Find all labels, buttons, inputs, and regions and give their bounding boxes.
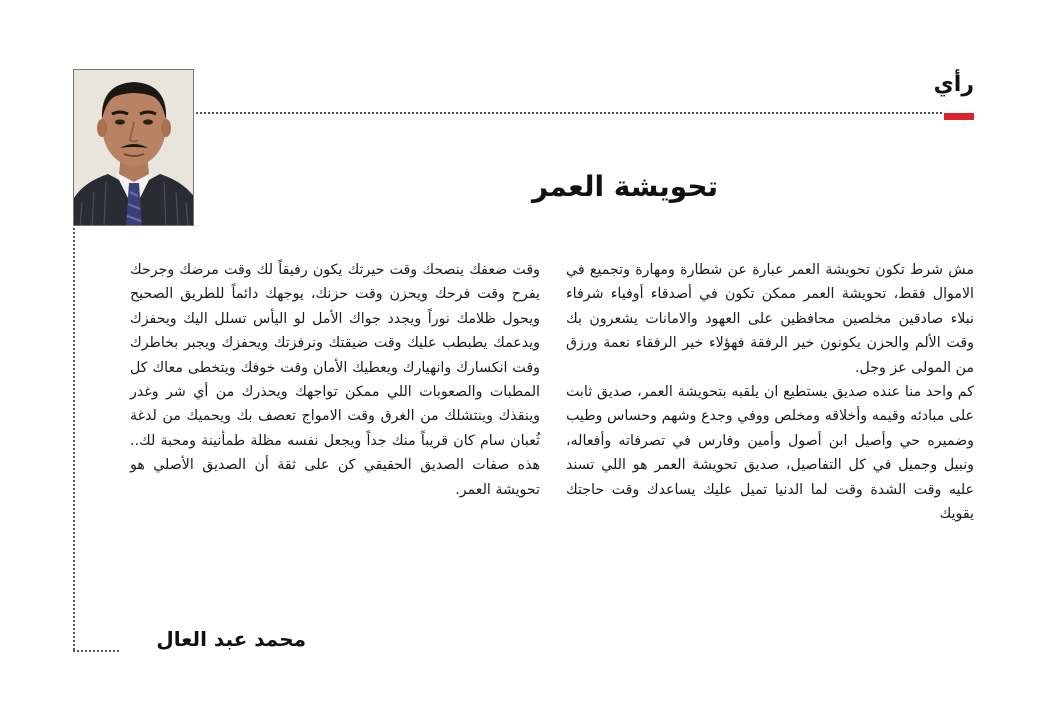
left-dotted-rule: [73, 228, 75, 650]
author-portrait-illustration: [74, 70, 194, 226]
author-photo: [73, 69, 194, 226]
section-label: رأي: [933, 72, 974, 97]
article-column-left: [130, 258, 540, 502]
article-title-text: تحويشة العمر: [531, 170, 719, 203]
paragraph: كم واحد منا عنده صديق يستطيع ان يلقبه بتحويشة العمر، صديق ثابت على مبادئه وقيمه وأخلاقه ومخلص ووفي وجدع وشهم وحساس وطيب وضميره حي وأصيل ابن أصول وأمين وفارس في تصرفاته وأفعاله، ونبيل وجميل في كل التفاصيل، صديق تحويشة العمر هو اللي تسند عليه وقت الشدة وقت لما الدنيا تميل عليك يساعدك وقت حاجتك يقويك: [566, 384, 974, 523]
paragraph: مش شرط تكون تحويشة العمر عبارة عن شطارة ومهارة وتجميع في الاموال فقط، تحويشة العمر ممكن تكون في أصدقاء أوفياء شرفاء نبلاء صادقين مخلصين محافظين على العهود والامانات يشعرون بك وقت الألم والحزن يكونون خير الرفقة فهؤلاء خير الرفقاء نعمة ورزق من المولى عز وجل.: [566, 262, 974, 376]
article-column-right: [566, 258, 974, 526]
section-accent-bar: [944, 113, 974, 120]
article-title: [300, 170, 950, 203]
top-dotted-rule: [196, 112, 942, 114]
paragraph: وقت ضعفك ينصحك وقت حيرتك يكون رفيقاً لك وقت مرضك وجرحك يفرح وقت فرحك ويحزن وقت حزنك، يوجهك دائماً للطريق الصحيح ويحول ظلامك نوراً ويجدد جواك الأمل لو اليأس تسلل اليك ويحفزك ويدعمك يطبطب عليك وقت ضيقتك ونرفزتك ويحفزك ويجبر بخاطرك وقت انكسارك وانهيارك ويعطيك الأمان وقت خوفك ويتخطى معاك كل المطبات والصعوبات اللي ممكن تواجهك ويحذرك من أي شر وغدر وينقذك وينتشلك من الغرق وقت الامواج تعصف بك ويحميك من لدغة ثُعبان سام كان قريباً منك جداً ويجعل نفسه مظلة طمأنينة ومحبة لك.. هذه صفات الصديق الحقيقي كن على ثقة أن الصديق الأصلي هو تحويشة العمر.: [130, 262, 540, 498]
bottom-dotted-rule: [73, 650, 119, 652]
author-byline: محمد عبد العال: [156, 627, 306, 651]
